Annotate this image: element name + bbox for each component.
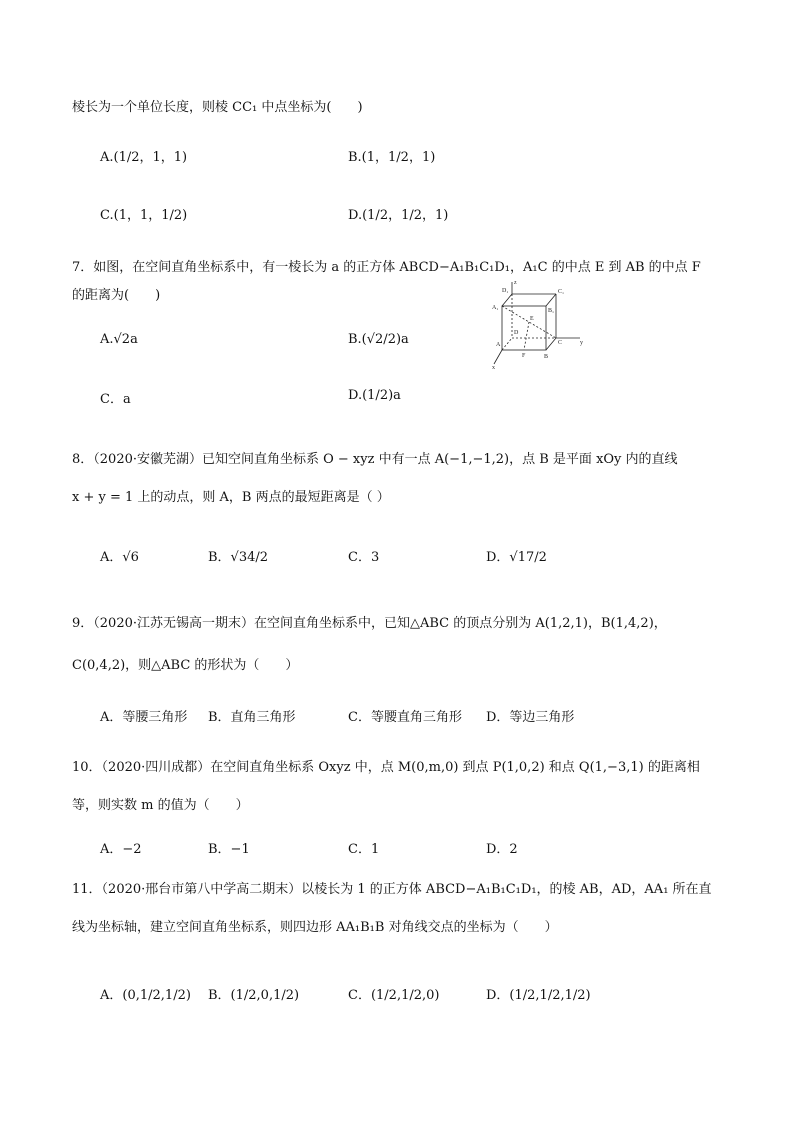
q7-option-d: D.(1/2)a [348, 388, 401, 403]
fig-label-a1: A₁ [492, 305, 499, 311]
q11-stem-line1: 11．（2020·邢台市第八中学高二期末）以棱长为 1 的正方体 ABCD−A₁B₁C₁D₁，的棱 AB，AD，AA₁ 所在直 [72, 882, 712, 897]
fig-label-b1: B₁ [548, 308, 555, 314]
fig-label-y: y [580, 340, 583, 346]
q10-stem-line1: 10．（2020·四川成都）在空间直角坐标系 Oxyz 中，点 M(0,m,0) 到点 P(1,0,2) 和点 Q(1,−3,1) 的距离相 [72, 760, 700, 775]
fig-label-d1: D₁ [502, 288, 509, 294]
q6-option-d: D.(1/2，1/2，1) [348, 208, 449, 223]
q9-option-d: D．等边三角形 [486, 710, 575, 725]
q11-option-c: C．(1/2,1/2,0) [348, 988, 440, 1003]
q10-option-c: C．1 [348, 842, 380, 857]
q8-option-a: A．√6 [100, 550, 139, 565]
q6-option-a: A.(1/2，1，1) [100, 150, 188, 165]
q8-option-b: B．√34/2 [208, 550, 269, 565]
q10-option-d: D．2 [486, 842, 518, 857]
q11-option-a: A．(0,1/2,1/2) [100, 988, 191, 1003]
q6-option-c: C.(1，1，1/2) [100, 208, 188, 223]
q6-option-b: B.(1，1/2，1) [348, 150, 436, 165]
fig-label-e: E [530, 316, 534, 322]
q8-option-d: D．√17/2 [486, 550, 547, 565]
q8-option-c: C．3 [348, 550, 380, 565]
cube-figure [488, 280, 588, 370]
q8-stem-line1: 8．（2020·安徽芜湖）已知空间直角坐标系 O − xyz 中有一点 A(−1,−1,2)，点 B 是平面 xOy 内的直线 [72, 452, 678, 467]
q11-option-b: B．(1/2,0,1/2) [208, 988, 300, 1003]
q9-option-a: A．等腰三角形 [100, 710, 188, 725]
q9-option-b: B．直角三角形 [208, 710, 296, 725]
q9-stem-line1: 9．（2020·江苏无锡高一期末）在空间直角坐标系中，已知△ABC 的顶点分别为 A(1,2,1)，B(1,4,2)， [72, 616, 667, 631]
q9-option-c: C．等腰直角三角形 [348, 710, 462, 725]
fig-label-a: A [496, 342, 501, 348]
q9-stem-line2: C(0,4,2)，则△ABC 的形状为（ ） [72, 658, 299, 673]
q7-option-a: A.√2a [100, 332, 138, 347]
q11-option-d: D．(1/2,1/2,1/2) [486, 988, 591, 1003]
fig-label-d: D [514, 330, 519, 336]
q10-stem-line2: 等，则实数 m 的值为（ ） [72, 798, 249, 813]
q8-stem-line2: x + y = 1 上的动点，则 A，B 两点的最短距离是（ ） [72, 490, 390, 505]
q7-option-c: C．a [100, 392, 131, 407]
q6-stem: 棱长为一个单位长度，则棱 CC₁ 中点坐标为( ) [72, 100, 363, 115]
fig-label-z: z [514, 280, 517, 286]
fig-label-c1: C₁ [558, 289, 565, 295]
q7-stem-line1: 7．如图，在空间直角坐标系中，有一棱长为 a 的正方体 ABCD−A₁B₁C₁D₁，A₁C 的中点 E 到 AB 的中点 F [72, 260, 701, 275]
q7-option-b: B.(√2/2)a [348, 332, 409, 347]
fig-label-x: x [492, 365, 495, 370]
fig-label-b: B [544, 354, 549, 360]
fig-label-c: C [558, 340, 563, 346]
q10-option-b: B．−1 [208, 842, 250, 857]
q10-option-a: A．−2 [100, 842, 142, 857]
fig-label-f: F [522, 353, 526, 359]
q11-stem-line2: 线为坐标轴，建立空间直角坐标系，则四边形 AA₁B₁B 对角线交点的坐标为（ ） [72, 920, 558, 935]
q7-stem-line2: 的距离为( ) [72, 288, 161, 303]
